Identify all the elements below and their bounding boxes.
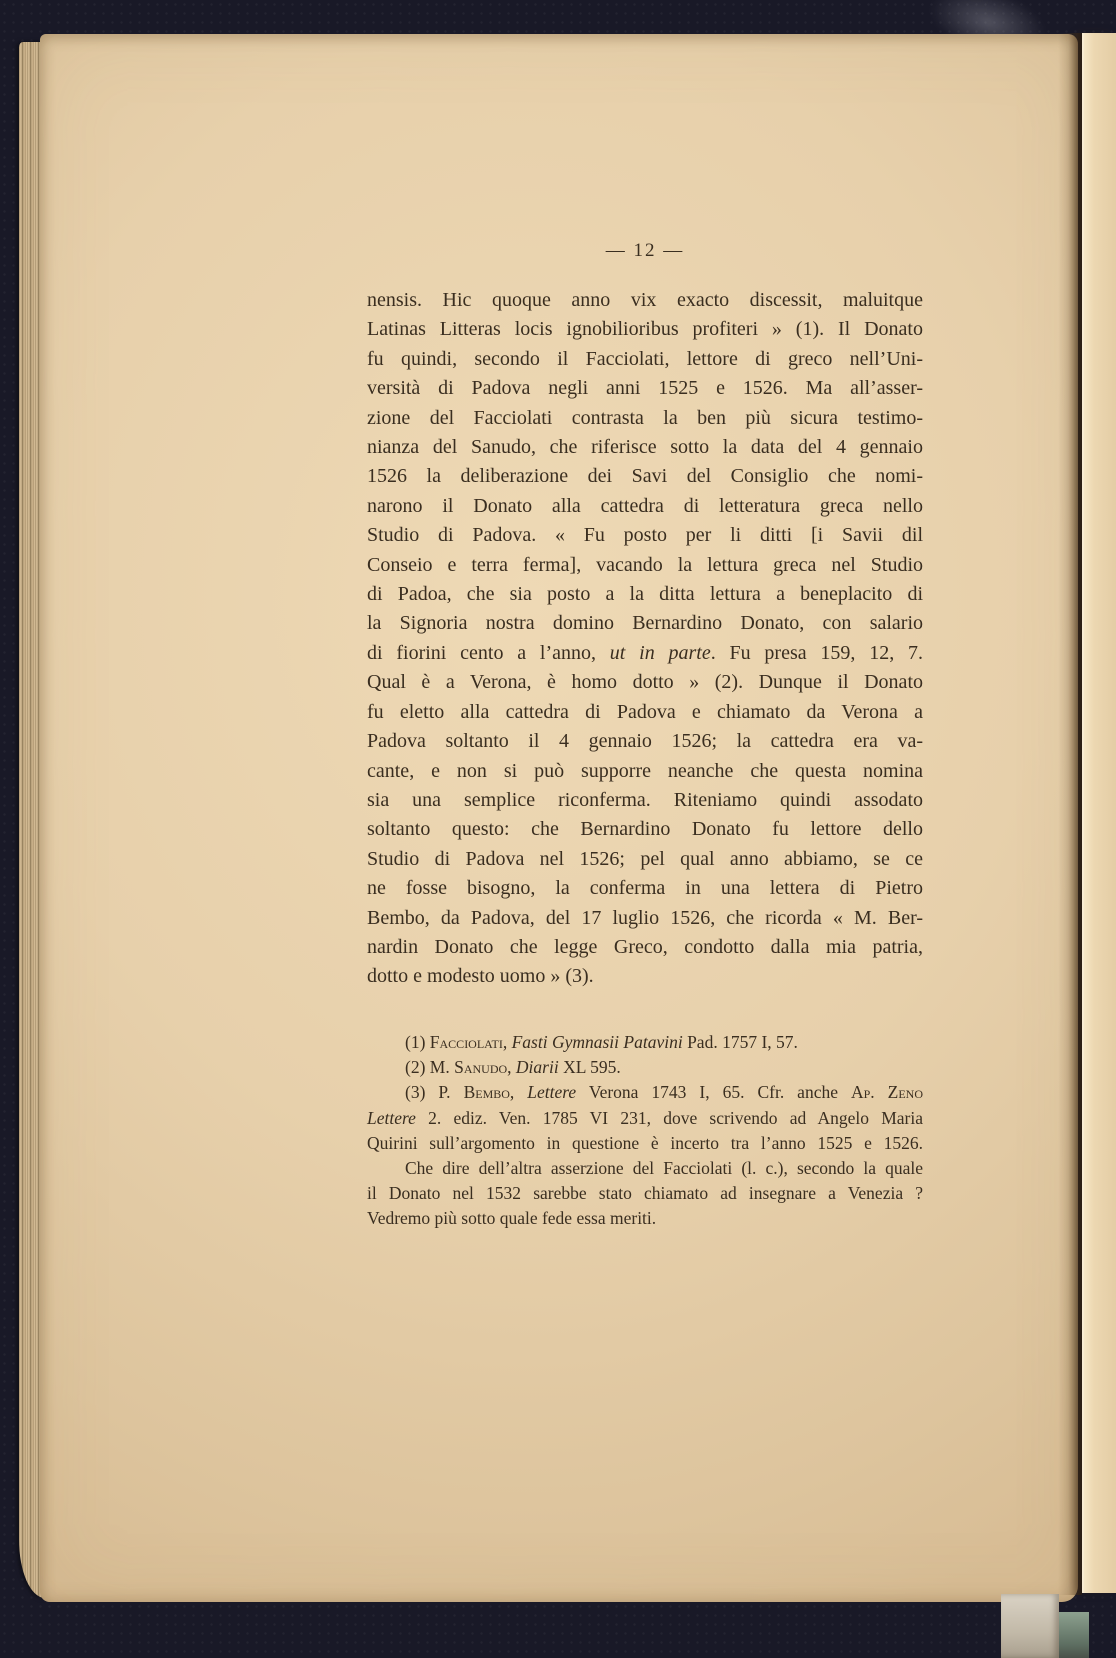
text-line: Quirini sull’argomento in questione è incerto tra l’anno 1525 e 1526. xyxy=(367,1132,923,1153)
footnote-section xyxy=(367,1030,923,1232)
text-line: nardin Donato che legge Greco, condotto dalla mia patria, xyxy=(367,935,923,958)
text-line: di fiorini cento a l’anno, ut in parte. Fu presa 159, 12, 7. xyxy=(367,641,923,664)
page-number: — 12 — xyxy=(605,240,685,261)
text-line: di Padoa, che sia posto a la ditta lettura a beneplacito di xyxy=(367,583,923,606)
text-line: Latinas Litteras locis ignobilioribus profiteri » (1). Il Donato xyxy=(367,318,923,341)
text-line: Studio di Padova. « Fu posto per li ditti [i Savii dil xyxy=(367,524,923,547)
fore-edge-block xyxy=(1001,1594,1059,1658)
text-line: fu quindi, secondo il Facciolati, lettore di greco nell’Uni- xyxy=(367,347,923,370)
gutter-crease xyxy=(1058,33,1082,1595)
text-line: Studio di Padova nel 1526; pel qual anno abbiamo, se ce xyxy=(367,847,923,870)
text-line: Qual è a Verona, è homo dotto » (2). Dunque il Donato xyxy=(367,671,923,694)
text-line: (2) M. Sanudo, Diarii XL 595. xyxy=(405,1057,621,1078)
text-line: dotto e modesto uomo » (3). xyxy=(367,965,594,988)
text-line: versità di Padova negli anni 1525 e 1526. Ma all’asser- xyxy=(367,377,923,400)
text-line: 1526 la deliberazione dei Savi del Consiglio che nomi- xyxy=(367,465,923,488)
text-line: narono il Donato alla cattedra di letteratura greca nello xyxy=(367,494,923,517)
text-line: il Donato nel 1532 sarebbe stato chiamato ad insegnare a Venezia ? xyxy=(367,1183,923,1204)
text-line: nianza del Sanudo, che riferisce sotto la data del 4 gennaio xyxy=(367,436,923,459)
text-line: Conseio e terra ferma], vacando la lettura greca nel Studio xyxy=(367,553,923,576)
text-line: zione del Facciolati contrasta la ben più sicura testimo- xyxy=(367,406,923,429)
text-line: Che dire dell’altra asserzione del Facciolati (l. c.), secondo la quale xyxy=(405,1158,923,1179)
text-line: Lettere 2. ediz. Ven. 1785 VI 231, dove scrivendo ad Angelo Maria xyxy=(367,1107,923,1128)
text-column xyxy=(367,34,923,1602)
body-paragraph xyxy=(367,286,923,992)
text-line: la Signoria nostra domino Bernardino Donato, con salario xyxy=(367,612,923,635)
facing-page-edge xyxy=(1082,33,1116,1593)
book-page xyxy=(40,34,1078,1602)
text-line: (1) Facciolati, Fasti Gymnasii Patavini Pad. 1757 I, 57. xyxy=(405,1032,798,1052)
text-line: (3) P. Bembo, Lettere Verona 1743 I, 65. Cfr. anche Ap. Zeno xyxy=(405,1082,924,1103)
text-line: nensis. Hic quoque anno vix exacto discessit, maluitque xyxy=(367,289,923,311)
text-line: fu eletto alla cattedra di Padova e chiamato da Verona a xyxy=(367,700,923,723)
text-line: Bembo, da Padova, del 17 luglio 1526, che ricorda « M. Ber- xyxy=(367,906,923,929)
text-line: Padova soltanto il 4 gennaio 1526; la cattedra era va- xyxy=(367,730,923,753)
text-line: Vedremo più sotto quale fede essa meriti. xyxy=(367,1208,657,1229)
text-line: ne fosse bisogno, la conferma in una lettera di Pietro xyxy=(367,877,923,900)
text-line: soltanto questo: che Bernardino Donato fu lettore dello xyxy=(367,818,923,841)
text-line: sia una semplice riconferma. Riteniamo quindi assodato xyxy=(367,788,923,811)
binding-debris xyxy=(1059,1612,1089,1658)
text-line: cante, e non si può supporre neanche che questa nomina xyxy=(367,759,923,782)
